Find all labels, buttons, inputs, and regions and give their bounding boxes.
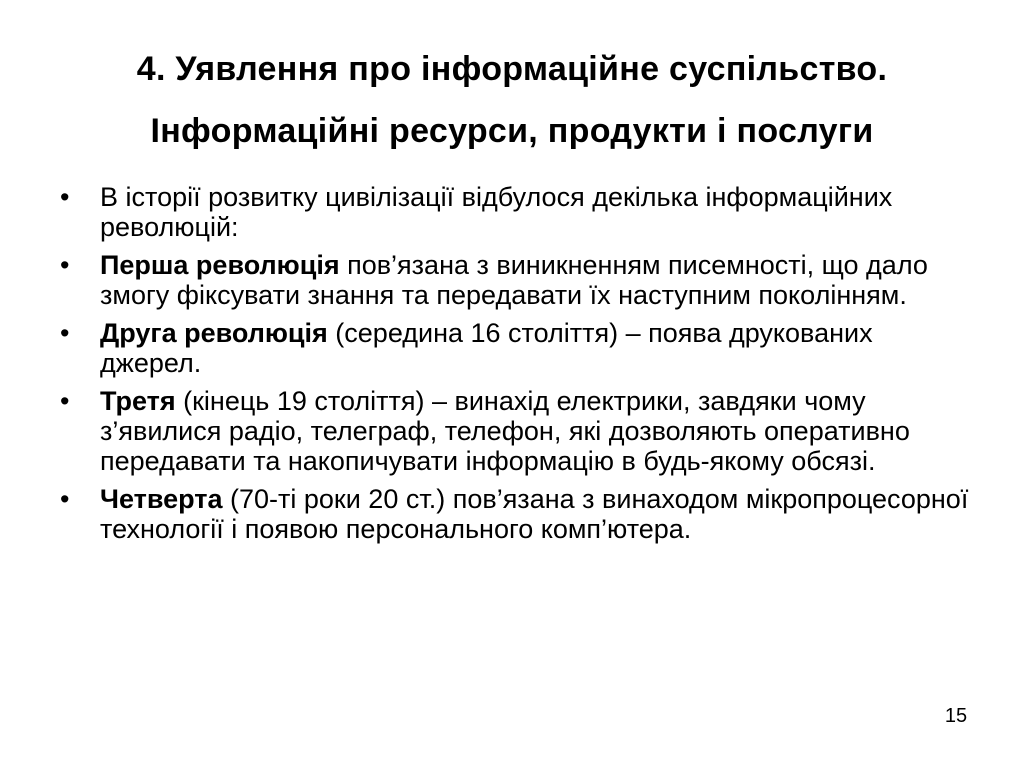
bullet-bold-text: Третя [100,386,176,416]
slide-title-line-1: 4. Уявлення про інформаційне суспільство. [136,50,888,88]
page-number: 15 [944,705,968,727]
slide-title [0,38,1024,162]
bullet-text: (70-ті роки 20 ст.) пов’язана з винаходом мікропроцесорної технології і появою персонального комп’ютера. [100,484,969,544]
bullet-bold-text: Друга революція [100,318,328,348]
bullet-dot-icon: • [60,182,70,212]
slide-title-line-2: Інформаційні ресурси, продукти і послуги [150,112,874,150]
bullet-text: пов’язана з виникненням писемності, що дало змогу фіксувати знання та передавати їх наступним поколінням. [100,250,928,310]
bullet-item-first-revolution [60,250,970,310]
bullet-dot-icon: • [60,318,70,348]
bullet-text: (кінець 19 століття) – винахід електрики, завдяки чому з’явилися радіо, телеграф, телефон, які дозволяють оперативно передавати та накопичувати інформацію в будь-якому обсязі. [100,386,910,476]
bullet-dot-icon: • [60,484,70,514]
bullet-item-fourth-revolution [60,484,970,544]
bullet-bold-text: Перша революція [100,250,340,280]
bullet-item-third-revolution [60,386,970,476]
bullet-list [60,182,970,552]
bullet-bold-text: Четверта [100,484,223,514]
bullet-item-second-revolution [60,318,970,378]
bullet-dot-icon: • [60,250,70,280]
bullet-dot-icon: • [60,386,70,416]
bullet-item-intro [60,182,970,242]
bullet-text: (середина 16 століття) – поява друкованих джерел. [100,318,873,378]
bullet-text: В історії розвитку цивілізації відбулося декілька інформаційних революцій: [100,182,893,242]
